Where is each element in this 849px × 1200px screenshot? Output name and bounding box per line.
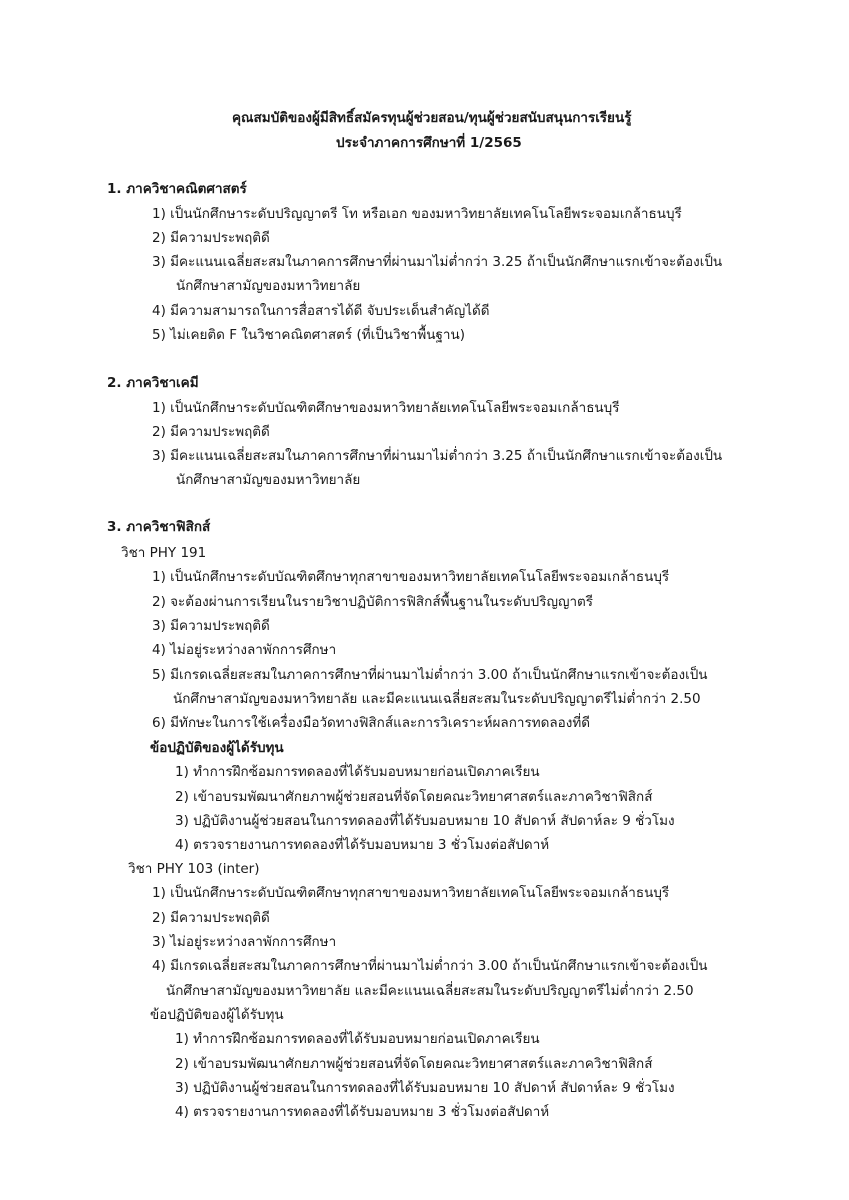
list-item: 3) มีคะแนนเฉลี่ยสะสมในภาคการศึกษาที่ผ่านมาไม่ต่ำกว่า 3.25 ถ้าเป็นนักศึกษาแรกเข้าจะต้องเป็น [152, 254, 723, 270]
duty-item: 4) ตรวจรายงานการทดลองที่ได้รับมอบหมาย 3 ชั่วโมงต่อสัปดาห์ [175, 1104, 550, 1120]
duty-item: 2) เข้าอบรมพัฒนาศักยภาพผู้ช่วยสอนที่จัดโดยคณะวิทยาศาสตร์และภาควิชาฟิสิกส์ [175, 1056, 653, 1072]
section-heading-physics: 3. ภาควิชาฟิสิกส์ [107, 519, 211, 535]
list-item-continuation: นักศึกษาสามัญของมหาวิทยาลัย และมีคะแนนเฉลี่ยสะสมในระดับปริญญาตรีไม่ต่ำกว่า 2.50 [173, 691, 701, 707]
list-item: 1) เป็นนักศึกษาระดับบัณฑิตศึกษาของมหาวิทยาลัยเทคโนโลยีพระจอมเกล้าธนบุรี [152, 400, 620, 416]
page-subtitle: ประจำภาคการศึกษาที่ 1/2565 [336, 135, 522, 151]
list-item: 3) ไม่อยู่ระหว่างลาพักการศึกษา [152, 934, 337, 950]
course-heading-phy191: วิชา PHY 191 [121, 545, 207, 561]
list-item: 6) มีทักษะในการใช้เครื่องมือวัดทางฟิสิกส์และการวิเคราะห์ผลการทดลองที่ดี [152, 715, 591, 731]
section-heading-chemistry: 2. ภาควิชาเคมี [107, 375, 199, 391]
list-item: 2) จะต้องผ่านการเรียนในรายวิชาปฏิบัติการฟิสิกส์พื้นฐานในระดับปริญญาตรี [152, 594, 594, 610]
list-item: 1) เป็นนักศึกษาระดับบัณฑิตศึกษาทุกสาขาของมหาวิทยาลัยเทคโนโลยีพระจอมเกล้าธนบุรี [152, 885, 670, 901]
list-item: 4) ไม่อยู่ระหว่างลาพักการศึกษา [152, 642, 337, 658]
list-item: 2) มีความประพฤติดี [152, 910, 270, 926]
duty-item: 4) ตรวจรายงานการทดลองที่ได้รับมอบหมาย 3 ชั่วโมงต่อสัปดาห์ [175, 837, 550, 853]
duties-heading-phy191: ข้อปฏิบัติของผู้ได้รับทุน [150, 740, 284, 756]
list-item: 5) มีเกรดเฉลี่ยสะสมในภาคการศึกษาที่ผ่านมาไม่ต่ำกว่า 3.00 ถ้าเป็นนักศึกษาแรกเข้าจะต้องเป็น [152, 667, 708, 683]
list-item: 1) เป็นนักศึกษาระดับบัณฑิตศึกษาทุกสาขาของมหาวิทยาลัยเทคโนโลยีพระจอมเกล้าธนบุรี [152, 569, 670, 585]
list-item: 4) มีเกรดเฉลี่ยสะสมในภาคการศึกษาที่ผ่านมาไม่ต่ำกว่า 3.00 ถ้าเป็นนักศึกษาแรกเข้าจะต้องเป็น [152, 958, 708, 974]
page-title: คุณสมบัติของผู้มีสิทธิ์สมัครทุนผู้ช่วยสอน/ทุนผู้ช่วยสนับสนุนการเรียนรู้ [232, 110, 632, 126]
list-item: 3) มีความประพฤติดี [152, 618, 270, 634]
list-item: 4) มีความสามารถในการสื่อสารได้ดี จับประเด็นสำคัญได้ดี [152, 303, 490, 319]
list-item: 5) ไม่เคยติด F ในวิชาคณิตศาสตร์ (ที่เป็นวิชาพื้นฐาน) [152, 327, 465, 343]
list-item: 1) เป็นนักศึกษาระดับปริญญาตรี โท หรือเอก ของมหาวิทยาลัยเทคโนโลยีพระจอมเกล้าธนบุรี [152, 206, 682, 222]
list-item: 2) มีความประพฤติดี [152, 230, 270, 246]
list-item-continuation: นักศึกษาสามัญของมหาวิทยาลัย และมีคะแนนเฉลี่ยสะสมในระดับปริญญาตรีไม่ต่ำกว่า 2.50 [166, 983, 694, 999]
duties-heading-phy103: ข้อปฏิบัติของผู้ได้รับทุน [150, 1007, 284, 1023]
list-item: 3) มีคะแนนเฉลี่ยสะสมในภาคการศึกษาที่ผ่านมาไม่ต่ำกว่า 3.25 ถ้าเป็นนักศึกษาแรกเข้าจะต้องเป็น [152, 448, 723, 464]
list-item-continuation: นักศึกษาสามัญของมหาวิทยาลัย [176, 472, 361, 488]
section-heading-math: 1. ภาควิชาคณิตศาสตร์ [107, 181, 247, 197]
duty-item: 1) ทำการฝึกซ้อมการทดลองที่ได้รับมอบหมายก่อนเปิดภาคเรียน [175, 1031, 540, 1047]
list-item: 2) มีความประพฤติดี [152, 424, 270, 440]
list-item-continuation: นักศึกษาสามัญของมหาวิทยาลัย [176, 278, 361, 294]
duty-item: 3) ปฏิบัติงานผู้ช่วยสอนในการทดลองที่ได้รับมอบหมาย 10 สัปดาห์ สัปดาห์ละ 9 ชั่วโมง [175, 1080, 675, 1096]
duty-item: 3) ปฏิบัติงานผู้ช่วยสอนในการทดลองที่ได้รับมอบหมาย 10 สัปดาห์ สัปดาห์ละ 9 ชั่วโมง [175, 813, 675, 829]
duty-item: 2) เข้าอบรมพัฒนาศักยภาพผู้ช่วยสอนที่จัดโดยคณะวิทยาศาสตร์และภาควิชาฟิสิกส์ [175, 789, 653, 805]
course-heading-phy103: วิชา PHY 103 (inter) [128, 861, 260, 877]
duty-item: 1) ทำการฝึกซ้อมการทดลองที่ได้รับมอบหมายก่อนเปิดภาคเรียน [175, 764, 540, 780]
